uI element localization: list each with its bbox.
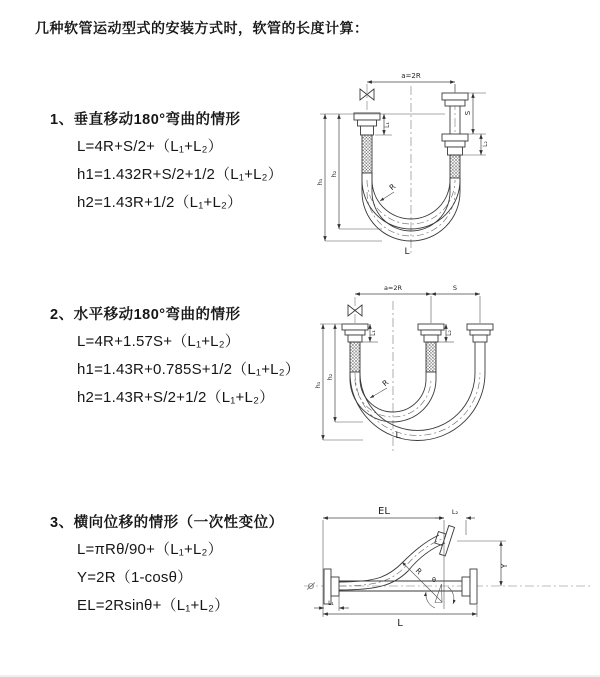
dim-label-el: EL: [378, 506, 390, 517]
centerlines: [355, 296, 480, 453]
dim-label-h1: h₁: [316, 178, 324, 186]
radius-callout: [380, 182, 397, 201]
left-flange: [324, 569, 339, 604]
section1-formula-h1: h1=1.432R+S/2+1/2（L₁+L₂）: [77, 166, 283, 183]
centerlines: [367, 84, 455, 254]
dim-label-l2: L₂: [446, 330, 453, 336]
dim-label-h1: h₁: [314, 381, 322, 389]
diagram-lateral-displacement: [296, 497, 598, 654]
dim-span: [355, 284, 431, 294]
dim-label-s: S: [452, 284, 458, 292]
centerline-mark: [307, 583, 315, 590]
dim-label-s: S: [464, 110, 472, 116]
section3-heading: 3、横向位移的情形（一次性变位）: [50, 515, 284, 531]
dim-label-theta: θ: [432, 576, 436, 584]
left-braided-hose: [350, 342, 360, 372]
dim-l: [323, 605, 477, 629]
dim-label-r: R: [387, 181, 398, 193]
dim-l1: [314, 596, 349, 611]
section2-formula-L: L=4R+1.57S+（L₁+L₂）: [77, 333, 240, 350]
section1-heading: 1、垂直移动180°弯曲的情形: [50, 112, 241, 128]
middle-flange: [418, 324, 444, 342]
dim-label-h2: h₂: [326, 373, 334, 381]
dim-label-span: a=2R: [383, 284, 403, 292]
diagram-horizontal-180-bend: [308, 281, 600, 459]
left-flange: [342, 324, 368, 342]
dim-label-l2: L₂: [482, 141, 489, 147]
dim-label-l-total: L: [395, 431, 401, 441]
radius-callout: [402, 562, 442, 602]
right-braided-hose: [450, 155, 460, 178]
dim-label-l1: L₁: [370, 330, 377, 336]
right-flange-lower: [442, 134, 468, 155]
middle-braided-hose: [426, 342, 436, 372]
section2-heading: 2、水平移动180°弯曲的情形: [50, 307, 241, 323]
section1-formula-L: L=4R+S/2+（L₁+L₂）: [77, 138, 223, 155]
dim-label-l1: L₁: [328, 600, 334, 607]
dim-label-l1: L₁: [384, 122, 391, 128]
hose-bend-position2: [350, 342, 485, 441]
dim-label-l2: L₂: [451, 508, 459, 516]
right-flange: [462, 569, 477, 604]
section2-formula-h1: h1=1.43R+0.785S+1/2（L₁+L₂）: [77, 361, 300, 378]
dim-label-y: Y: [500, 563, 509, 569]
left-flange: [354, 113, 380, 135]
dim-label-r: R: [380, 377, 391, 389]
dim-label-l-total: L: [397, 618, 403, 629]
right-flange-moved: [467, 324, 493, 342]
displaced-flange: [432, 523, 455, 556]
section3-formula-L: L=πRθ/90+（L₁+L₂）: [77, 541, 223, 558]
section2-formula-h2: h2=1.43R+S/2+1/2（L₁+L₂）: [77, 389, 275, 406]
dim-label-r: R: [413, 566, 424, 577]
hose-displaced-position: [339, 535, 445, 590]
diagram-vertical-180-bend: [312, 64, 594, 258]
radius-callout: [370, 378, 390, 398]
section3-formula-Y: Y=2R（1-cosθ）: [77, 569, 193, 586]
page-title: 几种软管运动型式的安装方式时，软管的长度计算：: [35, 20, 369, 36]
dim-el: [323, 506, 444, 617]
dim-label-span: a=2R: [401, 72, 421, 80]
dim-label-l-total: L: [404, 247, 410, 257]
left-braided-hose: [362, 135, 372, 173]
section1-formula-h2: h2=1.43R+1/2（L₁+L₂）: [77, 194, 243, 211]
section3-formula-EL: EL=2Rsinθ+（L₁+L₂）: [77, 597, 230, 614]
hose-bend-position1: [350, 372, 436, 422]
dim-s: [431, 284, 480, 294]
dim-label-h2: h₂: [330, 170, 338, 178]
dim-l2: [435, 508, 475, 535]
